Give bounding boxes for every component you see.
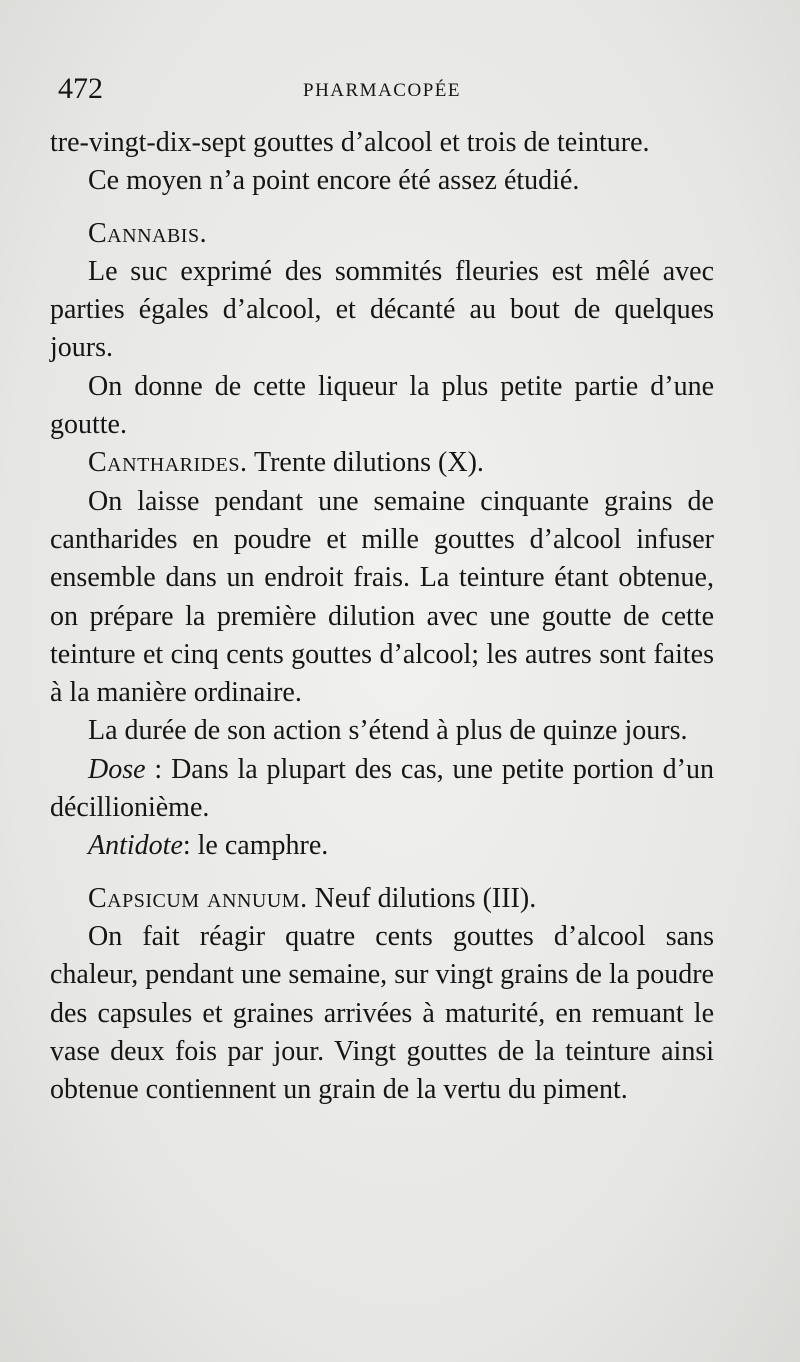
cantharides-dilutions: Trente dilutions (X). — [247, 447, 484, 479]
paragraph-cannabis-preparation: Le suc exprimé des sommités fleuries est mêlé avec parties égales d’alcool, et décanté au bout de quelques jours. — [50, 255, 714, 364]
paragraph-antidote — [50, 827, 714, 865]
antidote-label: Antidote — [88, 830, 183, 862]
paragraph-capsicum-preparation: On fait réagir quatre cents gouttes d’alcool sans chaleur, pendant une semaine, sur vingt grains de la poudre des capsules et graines arrivées à maturité, en remuant le vase deux fois par jour. Vingt gouttes de la teinture ainsi obtenue contiennent un grain de la vertu du piment. — [50, 920, 714, 1106]
page-number: 472 — [58, 72, 103, 105]
cantharides-heading: Cantharides. — [88, 447, 248, 479]
paragraph-cannabis-dose: On donne de cette liqueur la plus petite partie d’une goutte. — [50, 370, 714, 441]
capsicum-dilutions: Neuf dilutions (III). — [307, 882, 537, 914]
paragraph-dose — [50, 751, 714, 828]
paragraph-continuation: tre-vingt-dix-sept gouttes d’alcool et trois de teinture. — [50, 127, 650, 158]
cannabis-heading: Cannabis. — [88, 217, 208, 249]
body-text — [50, 124, 714, 1109]
paragraph-moyen: Ce moyen n’a point encore été assez étudié. — [88, 165, 580, 197]
entry-heading-cantharides — [50, 444, 714, 482]
entry-heading-capsicum — [50, 880, 714, 918]
paragraph-cantharides-preparation: On laisse pendant une semaine cinquante grains de cantharides en poudre et mille gouttes d’alcool infuser ensemble dans un endroit frais. La teinture étant obtenue, on prépare la première dilution avec une goutte de cette teinture et cinq cents gouttes d’alcool; les autres sont faites à la manière ordinaire. — [50, 485, 714, 709]
page-header — [58, 72, 718, 112]
paragraph-cantharides-duration: La durée de son action s’étend à plus de quinze jours. — [88, 715, 688, 747]
capsicum-heading: Capsicum annuum. — [88, 882, 308, 914]
dose-text: : Dans la plupart des cas, une petite portion d’un décillionième. — [50, 753, 714, 824]
dose-label: Dose — [88, 753, 146, 785]
antidote-text: : le camphre. — [182, 830, 329, 862]
running-title: PHARMACOPÉE — [303, 80, 461, 101]
entry-heading-cannabis — [50, 215, 714, 253]
